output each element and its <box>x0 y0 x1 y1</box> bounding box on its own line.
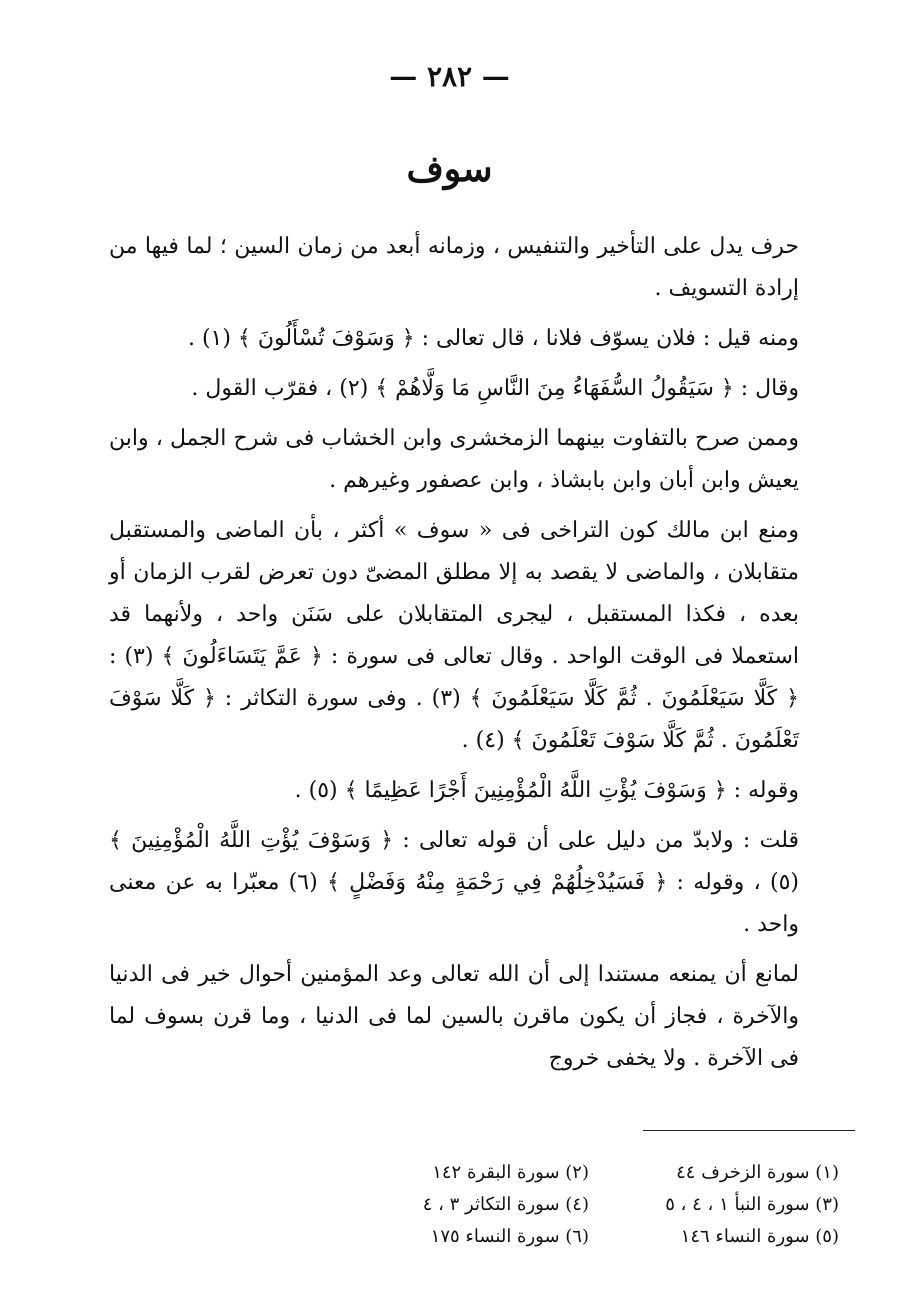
footnote-4: (٤) سورة التكاثر ٣ ، ٤ <box>422 1194 589 1215</box>
footnote-1: (١) سورة الزخرف ٤٤ <box>676 1162 839 1183</box>
footnote-6: (٦) سورة النساء ١٧٥ <box>430 1226 589 1247</box>
paragraph-ibn-malik: ومنع ابن مالك كون التراخى فى « سوف » أكثر ، بأن الماضى والمستقبل متقابلان ، والماضى لا يقصد به إلا مطلق المضىّ دون تعرض لقرب الزمان أو بعده ، فكذا المستقبل ، ليجرى المتقابلان على سَنَن واحد ، ولأنهما قد استعملا فى الوقت الواحد . وقال تعالى فى سورة : ﴿ عَمَّ يَتَسَاءَلُونَ ﴾ (٣) : ﴿ كَلَّا سَيَعْلَمُونَ . ثُمَّ كَلَّا سَيَعْلَمُونَ ﴾ (٣) . وفى سورة التكاثر : ﴿ كَلَّا سَوْفَ تَعْلَمُونَ . ثُمَّ كَلَّا سَوْفَ تَعْلَمُونَ ﴾ (٤) . <box>109 518 800 753</box>
paragraph-objection: لمانع أن يمنعه مستندا إلى أن الله تعالى وعد المؤمنين أحوال خير فى الدنيا والآخرة ، فجاز أن يكون ماقرن بالسين لما فى الدنيا ، وما قرن بسوف لما فى الآخرة . ولا يخفى خروج <box>109 962 799 1071</box>
paragraph-quote: وقوله : ﴿ وَسَوْفَ يُؤْتِ اللَّهُ الْمُؤْمِنِينَ أَجْرًا عَظِيمًا ﴾ (٥) . <box>294 778 799 803</box>
paragraph-qultu: قلت : ولابدّ من دليل على أن قوله تعالى : ﴿ وَسَوْفَ يُؤْتِ اللَّهُ الْمُؤْمِنِينَ ﴾ (٥) ، وقوله : ﴿ فَسَيُدْخِلُهُمْ فِي رَحْمَةٍ مِنْهُ وَفَضْلٍ ﴾ (٦) معبّرا به عن معنى واحد . <box>109 828 799 937</box>
footnote-3: (٣) سورة النبأ ١ ، ٤ ، ٥ <box>665 1194 839 1215</box>
footnote-5: (٥) سورة النساء ١٤٦ <box>680 1226 839 1247</box>
page-number: — ٢٨٢ — <box>389 60 510 93</box>
paragraph-scholars: وممن صرح بالتفاوت بينهما الزمخشرى وابن الخشاب فى شرح الجمل ، وابن يعيش وابن أبان وابن بابشاذ ، وابن عصفور وغيرهم . <box>109 426 799 493</box>
paragraph-example-1: ومنه قيل : فلان يسوّف فلانا ، قال تعالى : ﴿ وَسَوْفَ تُسْأَلُونَ ﴾ (١) . <box>187 326 799 351</box>
body-text <box>109 226 799 1080</box>
footnotes <box>339 1160 839 1250</box>
footnote-2: (٢) سورة البقرة ١٤٢ <box>432 1162 589 1183</box>
paragraph-example-2: وقال : ﴿ سَيَقُولُ السُّفَهَاءُ مِنَ النَّاسِ مَا وَلَّاهُمْ ﴾ (٢) ، فقرّب القول . <box>191 376 799 401</box>
paragraph-definition: حرف يدل على التأخير والتنفيس ، وزمانه أبعد من زمان السين ؛ لما فيها من إرادة التسويف . <box>109 234 799 301</box>
footnote-divider <box>643 1130 855 1131</box>
section-heading: سوف <box>406 148 493 190</box>
